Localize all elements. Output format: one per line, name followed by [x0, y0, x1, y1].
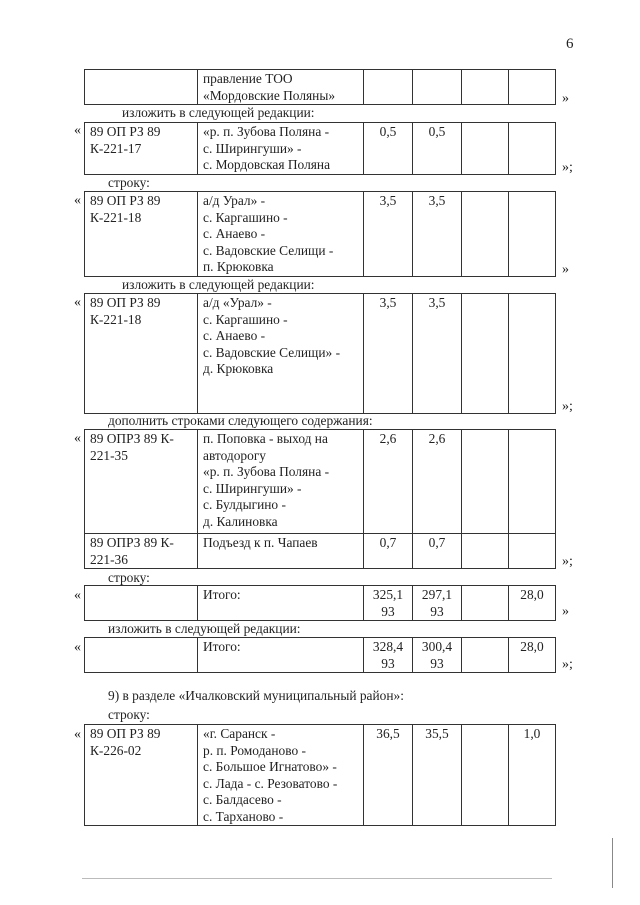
cell-name: «г. Саранск - р. п. Ромоданово - с. Большое Игнатово» - с. Лада - с. Резоватово - с. Балдасево - с. Тарханово - — [198, 725, 364, 826]
cell-length-hard: 3,5 — [413, 192, 462, 277]
cell-name: а/д Урал» - с. Каргашино - с. Анаево - с. Вадовские Селищи - п. Крюковка — [198, 192, 364, 277]
instruction-label: дополнить строками следующего содержания: — [108, 413, 373, 428]
cell-name: а/д «Урал» - с. Каргашино - с. Анаево - с. Вадовские Селищи» - д. Крюковка — [198, 294, 364, 414]
close-quote: »; — [562, 657, 573, 672]
open-quote: « — [74, 640, 81, 655]
cell-name: Подъезд к п. Чапаев — [198, 534, 364, 569]
cell-total-length: 325,1 93 — [364, 586, 413, 621]
cell-name: правление ТОО «Мордовские Поляны» — [198, 70, 364, 105]
cell-code: 89 ОП РЗ 89 К-221-18 — [85, 294, 198, 414]
cell-total-label: Итого: — [198, 586, 364, 621]
table-new-rows — [84, 429, 556, 569]
scan-bottom-line — [82, 878, 552, 879]
cell-code: 89 ОПРЗ 89 К- 221-35 — [85, 430, 198, 534]
instruction-label: изложить в следующей редакции: — [122, 105, 315, 120]
cell-length-hard: 3,5 — [413, 294, 462, 414]
instruction-label: изложить в следующей редакции: — [122, 277, 315, 292]
open-quote: « — [74, 431, 81, 446]
table-row-221-18-old — [84, 191, 556, 277]
cell-total-label: Итого: — [198, 638, 364, 673]
close-quote: »; — [562, 160, 573, 175]
cell-code: 89 ОП РЗ 89 К-221-18 — [85, 192, 198, 277]
open-quote: « — [74, 588, 81, 603]
cell-length-hard: 35,5 — [413, 725, 462, 826]
close-quote: »; — [562, 554, 573, 569]
cell-length: 36,5 — [364, 725, 413, 826]
cell-other: 1,0 — [509, 725, 556, 826]
cell-length-hard: 0,7 — [413, 534, 462, 569]
close-quote: » — [562, 91, 569, 106]
table-total-old — [84, 585, 556, 621]
cell-length: 0,7 — [364, 534, 413, 569]
instruction-label: строку: — [108, 570, 150, 585]
table-row-221-18-new — [84, 293, 556, 414]
cell-total-other: 28,0 — [509, 586, 556, 621]
close-quote: » — [562, 262, 569, 277]
cell-code — [85, 70, 198, 105]
open-quote: « — [74, 727, 81, 742]
scan-edge-line — [612, 838, 613, 888]
open-quote: « — [74, 193, 81, 208]
cell-length-hard: 0,5 — [413, 123, 462, 175]
close-quote: »; — [562, 399, 573, 414]
cell-length: 2,6 — [364, 430, 413, 534]
cell-length: 0,5 — [364, 123, 413, 175]
cell-code: 89 ОП РЗ 89 К-226-02 — [85, 725, 198, 826]
table-row-226-02 — [84, 724, 556, 826]
table-total-new — [84, 637, 556, 673]
close-quote: » — [562, 604, 569, 619]
cell-total-hard: 297,1 93 — [413, 586, 462, 621]
instruction-label: строку: — [108, 175, 150, 190]
cell-length: 3,5 — [364, 294, 413, 414]
cell-length: 3,5 — [364, 192, 413, 277]
instruction-label: изложить в следующей редакции: — [108, 621, 301, 636]
open-quote: « — [74, 123, 81, 138]
cell-total-hard: 300,4 93 — [413, 638, 462, 673]
instruction-label: строку: — [108, 707, 150, 722]
cell-name: п. Поповка - выход на автодорогу «р. п. Зубова Поляна - с. Ширингуши» - с. Булдыгино - д. Калиновка — [198, 430, 364, 534]
cell-length-hard: 2,6 — [413, 430, 462, 534]
open-quote: « — [74, 295, 81, 310]
table-continuation — [84, 69, 556, 105]
page-number: 6 — [566, 36, 574, 52]
section-heading: 9) в разделе «Ичалковский муниципальный район»: — [108, 688, 404, 703]
cell-total-other: 28,0 — [509, 638, 556, 673]
table-row-221-17 — [84, 122, 556, 175]
cell-name: «р. п. Зубова Поляна - с. Ширингуши» - с. Мордовская Поляна — [198, 123, 364, 175]
cell-code: 89 ОП РЗ 89 К-221-17 — [85, 123, 198, 175]
cell-total-length: 328,4 93 — [364, 638, 413, 673]
cell-code: 89 ОПРЗ 89 К- 221-36 — [85, 534, 198, 569]
